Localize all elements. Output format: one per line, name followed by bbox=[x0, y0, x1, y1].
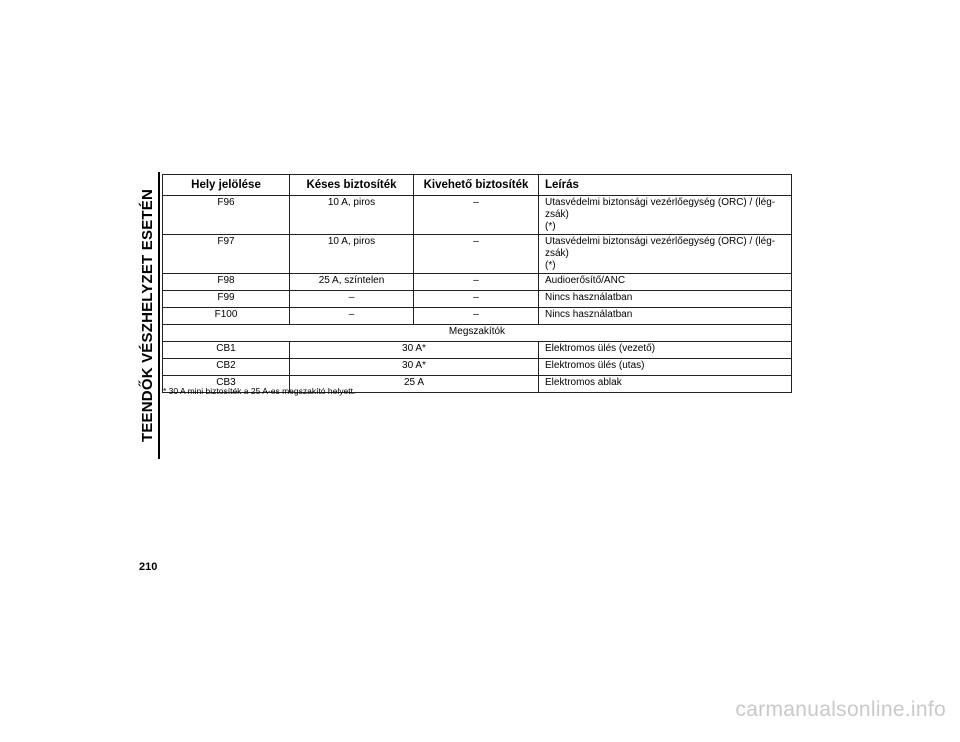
cell-blade-fuse: 25 A, színtelen bbox=[290, 274, 414, 291]
cell-breaker-rating: 25 A bbox=[290, 376, 539, 393]
cell-cartridge-fuse: – bbox=[414, 274, 539, 291]
page-number: 210 bbox=[139, 561, 158, 573]
description-line: (*) bbox=[545, 221, 556, 232]
table-section-row bbox=[163, 325, 792, 342]
cell-location: F100 bbox=[163, 308, 290, 325]
table-row bbox=[163, 342, 792, 359]
table-row bbox=[163, 291, 792, 308]
description-line: Utasvédelmi biztonsági vezérlőegység (ORC) / (lég- bbox=[545, 197, 776, 208]
side-divider bbox=[158, 172, 160, 459]
table-footnote: * 30 A mini biztosíték a 25 A-es megszakító helyett. bbox=[163, 386, 356, 396]
table-row bbox=[163, 308, 792, 325]
header-location: Hely jelölése bbox=[163, 175, 290, 196]
header-cartridge-fuse: Kivehető biztosíték bbox=[414, 175, 539, 196]
cell-location: F98 bbox=[163, 274, 290, 291]
cell-location: F99 bbox=[163, 291, 290, 308]
cell-description: Nincs használatban bbox=[539, 291, 792, 308]
table-row bbox=[163, 235, 792, 274]
fuse-table bbox=[162, 174, 792, 393]
cell-cartridge-fuse: – bbox=[414, 291, 539, 308]
header-description: Leírás bbox=[539, 175, 792, 196]
watermark-text: carmanualsonline.info bbox=[735, 698, 946, 721]
cell-location: F97 bbox=[163, 235, 290, 274]
cell-description bbox=[539, 235, 792, 274]
cell-cartridge-fuse: – bbox=[414, 308, 539, 325]
cell-description: Nincs használatban bbox=[539, 308, 792, 325]
cell-location: CB2 bbox=[163, 359, 290, 376]
description-line: zsák) bbox=[545, 209, 569, 220]
table-row bbox=[163, 274, 792, 291]
table-row bbox=[163, 196, 792, 235]
cell-description: Audioerősítő/ANC bbox=[539, 274, 792, 291]
description-line: Utasvédelmi biztonsági vezérlőegység (ORC) / (lég- bbox=[545, 236, 776, 247]
cell-location: F96 bbox=[163, 196, 290, 235]
section-label-breakers: Megszakítók bbox=[163, 325, 792, 342]
cell-breaker-rating: 30 A* bbox=[290, 359, 539, 376]
table-row bbox=[163, 359, 792, 376]
cell-description: Elektromos ablak bbox=[539, 376, 792, 393]
section-side-title-text: TEENDŐK VÉSZHELYZET ESETÉN bbox=[139, 188, 157, 443]
description-line: (*) bbox=[545, 260, 556, 271]
table-header-row bbox=[163, 175, 792, 196]
cell-blade-fuse: – bbox=[290, 291, 414, 308]
cell-cartridge-fuse: – bbox=[414, 196, 539, 235]
cell-location: CB1 bbox=[163, 342, 290, 359]
cell-location: CB3 bbox=[163, 376, 290, 393]
cell-description bbox=[539, 196, 792, 235]
cell-blade-fuse: 10 A, piros bbox=[290, 196, 414, 235]
cell-description: Elektromos ülés (vezető) bbox=[539, 342, 792, 359]
cell-blade-fuse: 10 A, piros bbox=[290, 235, 414, 274]
description-line: zsák) bbox=[545, 248, 569, 259]
cell-cartridge-fuse: – bbox=[414, 235, 539, 274]
cell-description: Elektromos ülés (utas) bbox=[539, 359, 792, 376]
header-blade-fuse: Késes biztosíték bbox=[290, 175, 414, 196]
cell-breaker-rating: 30 A* bbox=[290, 342, 539, 359]
cell-blade-fuse: – bbox=[290, 308, 414, 325]
section-side-title bbox=[136, 172, 160, 459]
